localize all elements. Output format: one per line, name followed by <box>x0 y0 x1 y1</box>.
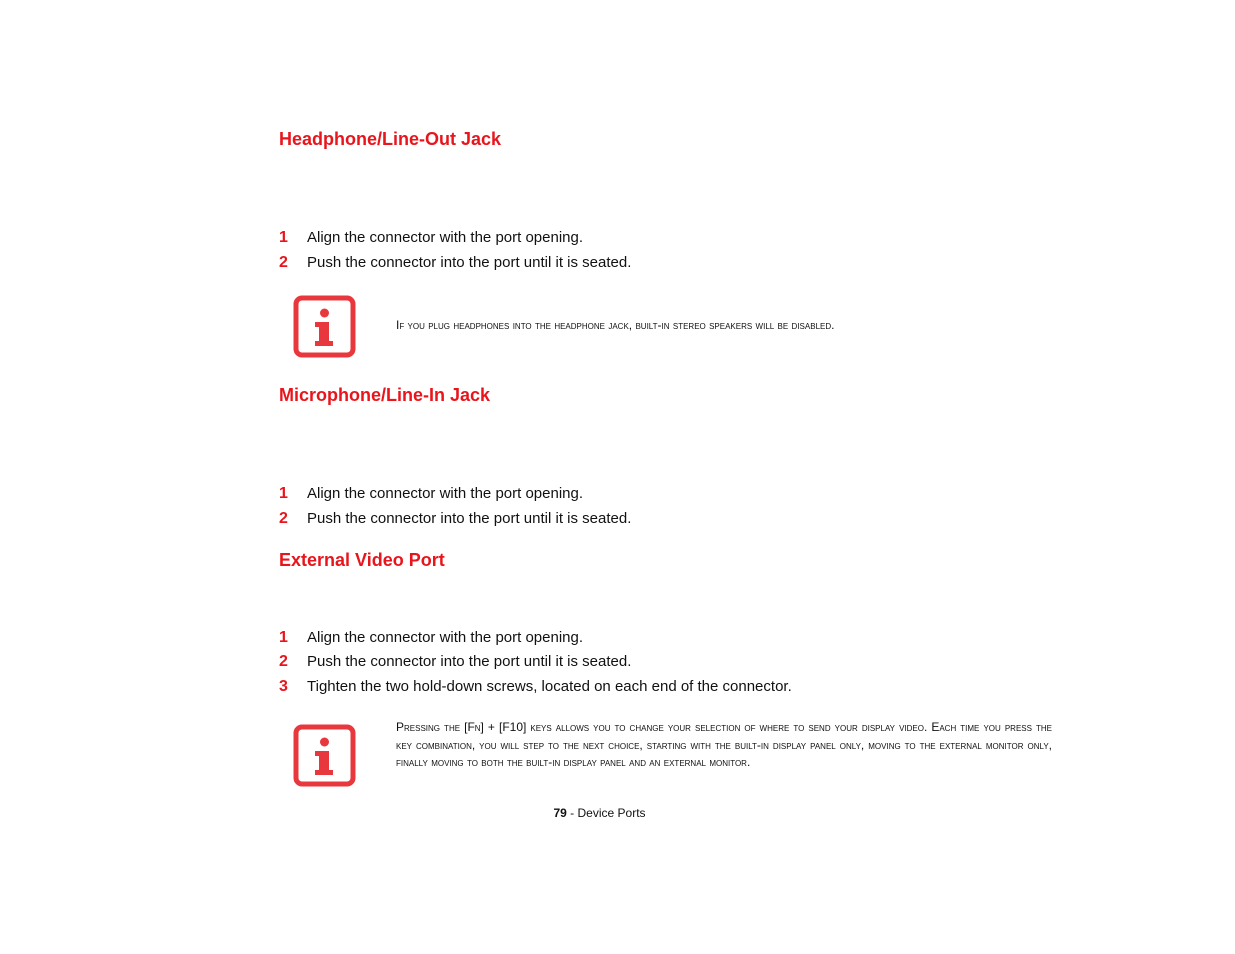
list-item <box>279 676 792 698</box>
step-text: Align the connector with the port opening. <box>307 229 584 246</box>
section-heading-external-video: External Video Port <box>279 550 445 570</box>
step-text: Align the connector with the port opening. <box>307 485 584 502</box>
step-number: 2 <box>279 254 288 271</box>
footer-section-title: Device Ports <box>577 806 646 820</box>
info-icon <box>293 724 356 787</box>
list-item <box>279 508 631 530</box>
section-heading-headphone: Headphone/Line-Out Jack <box>279 129 502 149</box>
step-text: Align the connector with the port opening. <box>307 629 584 646</box>
list-item <box>279 227 583 249</box>
note-text: Pressing the [Fn] + [F10] keys allows you to change your selection of where to send your display video. Each time you press the key combination, you will step to the next choice, starting with the built-in display panel only, moving to the external monitor only, finally moving to both the built-in display panel and an external monitor. <box>396 720 1052 769</box>
list-item <box>279 483 583 505</box>
footer-separator: - <box>566 806 578 820</box>
step-number: 2 <box>279 510 288 527</box>
step-number: 1 <box>279 485 288 502</box>
section-heading-microphone: Microphone/Line-In Jack <box>279 385 491 405</box>
step-number: 3 <box>279 678 288 695</box>
step-number: 1 <box>279 629 288 646</box>
step-number: 2 <box>279 653 288 670</box>
step-text: Push the connector into the port until it is seated. <box>307 653 632 670</box>
step-text: Push the connector into the port until it is seated. <box>307 254 632 271</box>
list-item <box>279 627 583 649</box>
list-item <box>279 252 631 274</box>
info-icon <box>293 295 356 358</box>
page-number: 79 <box>553 806 567 820</box>
step-text: Tighten the two hold-down screws, located on each end of the connector. <box>307 678 792 695</box>
list-item <box>279 651 631 673</box>
step-number: 1 <box>279 229 288 246</box>
step-text: Push the connector into the port until it is seated. <box>307 510 632 527</box>
page-footer <box>0 806 1199 820</box>
note-text: If you plug headphones into the headphone jack, built-in stereo speakers will be disabled. <box>396 318 835 332</box>
